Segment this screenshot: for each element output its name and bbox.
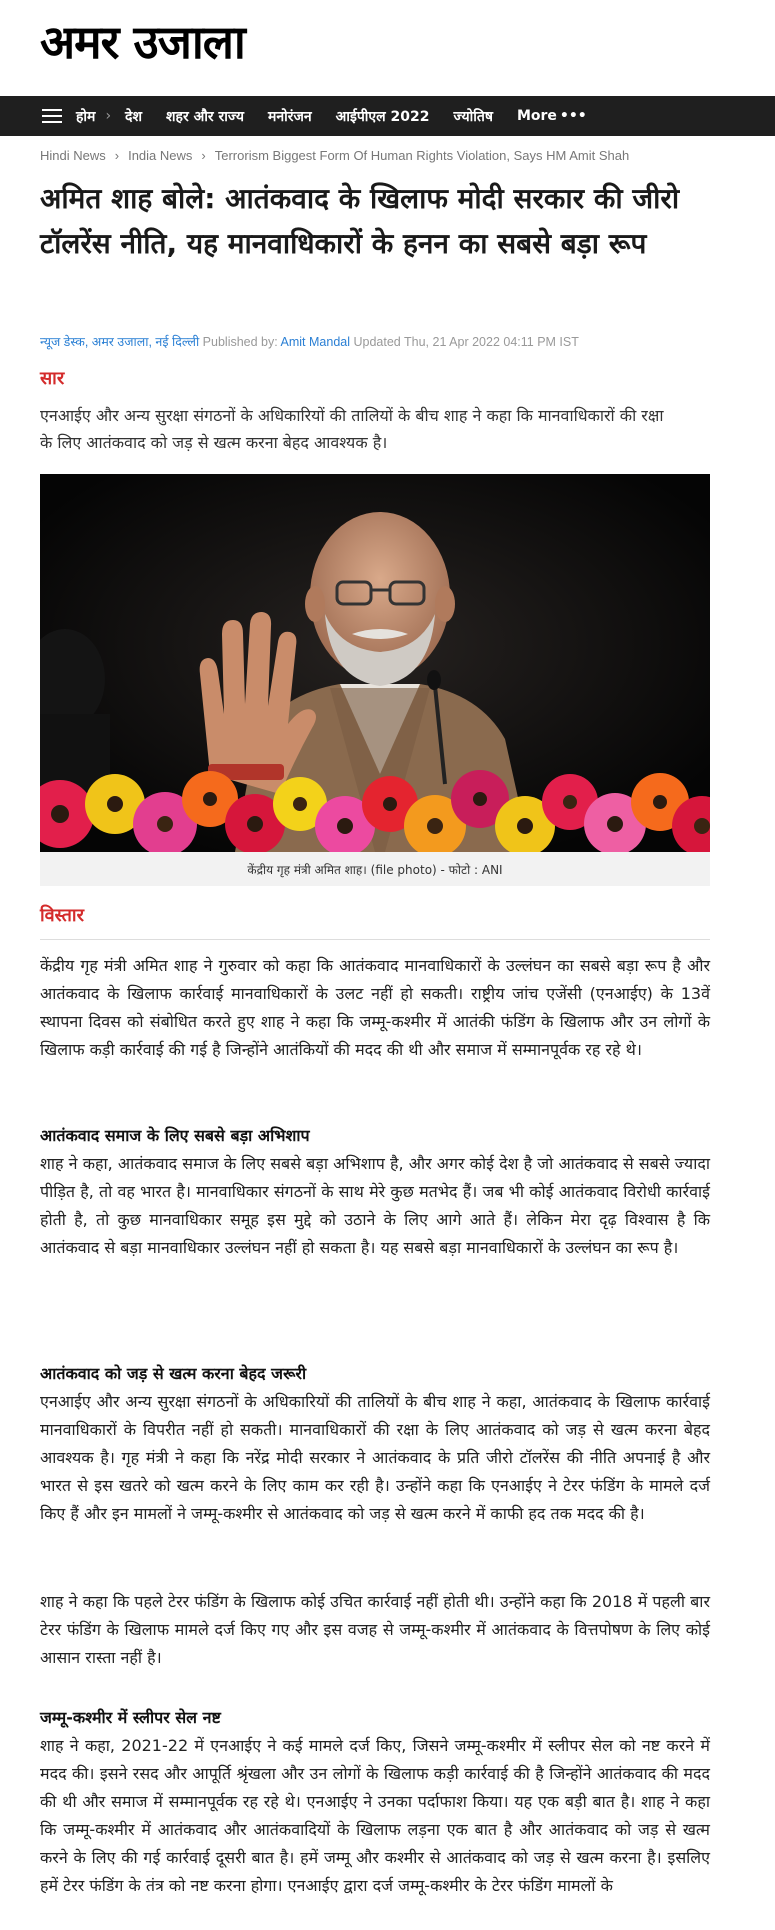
breadcrumb-chevron-icon: ›	[201, 148, 206, 163]
byline-published-label: Published by:	[202, 335, 278, 349]
masthead	[0, 0, 775, 96]
byline-desk[interactable]: न्यूज डेस्क, अमर उजाला, नई दिल्ली	[40, 335, 200, 349]
article-paragraph-1: केंद्रीय गृह मंत्री अमित शाह ने गुरुवार को कहा कि आतंकवाद मानवाधिकारों के उल्लंघन का सबसे बड़ा रूप है और आतंकवाद के खिलाफ कार्रवाई मानवाधिकारों के उलट नहीं हो सकती। राष्ट्रीय जांच एजेंसी (एनआईए) के 13वें स्थापना दिवस को संबोधित करते हुए शाह ने कहा कि जम्मू-कश्मीर में आतंकी फंडिंग के खिलाफ और उन लोगों के खिलाफ कड़ी कार्रवाई की गई है जिन्होंने आतंकियों की मदद की थी और समाज में सम्मानपूर्वक रह रहे थे।	[40, 956, 710, 1059]
article-paragraph-2: शाह ने कहा, आतंकवाद समाज के लिए सबसे बड़ा अभिशाप है, और अगर कोई देश है जो आतंकवाद से सबसे ज्यादा पीड़ित है, तो वह भारत है। मानवाधिकार संगठनों के साथ मेरे कुछ मतभेद हैं। जब भी कोई आतंकवाद विरोधी कार्रवाई होती है, तो कुछ मानवाधिकार समूह इस मुद्दे को उठाने के लिए आगे आते हैं। लेकिन मेरा दृढ़ विश्वास है कि आतंकवाद से बड़ा मानवाधिकार उल्लंघन नहीं हो सकता है। यह सबसे बड़ा मानवाधिकारों के उल्लंघन का रूप है।	[40, 1154, 710, 1257]
article-subheading-3: जम्मू-कश्मीर में स्लीपर सेल नष्ट	[40, 1708, 221, 1727]
article-photo	[40, 474, 710, 852]
article-paragraph-4: शाह ने कहा कि पहले टेरर फंडिंग के खिलाफ कोई उचित कार्रवाई नहीं होती थी। उन्होंने कहा कि 2018 में पहली बार टेरर फंडिंग के खिलाफ मामले दर्ज किए गए और इस वजह से जम्मू-कश्मीर में आतंकवाद के वित्तपोषण के लिए कोई आसान रास्ता नहीं है।	[40, 1592, 710, 1667]
summary-heading: सार	[40, 368, 65, 389]
nav-item-city-state[interactable]: शहर और राज्य	[166, 108, 244, 125]
nav-item-home[interactable]: होम	[76, 108, 96, 125]
article-paragraph-5: शाह ने कहा, 2021-22 में एनआईए ने कई मामले दर्ज किए, जिसने जम्मू-कश्मीर में स्लीपर सेल को नष्ट करने में मदद की। इसने रसद और आपूर्ति श्रृंखला और उन लोगों के खिलाफ कड़ी कार्रवाई की है जिन्होंने आतंकवाद की मदद की थी और समाज में सम्मानपूर्वक रह रहे थे। एनआईए ने उनका पर्दाफाश किया। यह एक बड़ी बात है। शाह ने कहा कि जम्मू-कश्मीर में आतंकवाद और आतंकवादियों के खिलाफ लड़ना एक बात है और आतंकवाद को जड़ से खत्म करने के लिए की गई कार्रवाई दूसरी बात है। हमें जम्मू और कश्मीर से आतंकवाद को जड़ से खत्म करना है। इसलिए हमें टेरर फंडिंग के तंत्र को नष्ट करना होगा। एनआईए द्वारा दर्ज जम्मू-कश्मीर के टेरर फंडिंग मामलों के	[40, 1736, 710, 1895]
breadcrumb-india-news[interactable]: India News	[128, 148, 193, 163]
byline-author[interactable]: Amit Mandal	[280, 335, 351, 349]
detail-heading: विस्तार	[40, 905, 84, 926]
article-paragraph-3: एनआईए और अन्य सुरक्षा संगठनों के अधिकारियों की तालियों के बीच शाह ने कहा, आतंकवाद के खिलाफ कार्रवाई मानवाधिकारों के विपरीत नहीं हो सकती। मानवाधिकारों की रक्षा के लिए आतंकवाद को जड़ से खत्म करना बेहद आवश्यक है। गृह मंत्री ने कहा कि नरेंद्र मोदी सरकार ने आतंकवाद के प्रति जीरो टॉलरेंस की नीति अपनाई है और भारत से इस खतरे को खत्म करने के लिए काम कर रही है। उन्होंने कहा कि एनआईए ने टेरर फंडिंग के मामले दर्ज किए हैं और इन मामलों ने जम्मू-कश्मीर से आतंकवाद को जड़ से खत्म करने में काफी हद तक मदद की है।	[40, 1392, 710, 1523]
breadcrumb-hindi-news[interactable]: Hindi News	[40, 148, 106, 163]
site-logo[interactable]: अमर उजाला	[40, 15, 245, 69]
breadcrumb-chevron-icon: ›	[114, 148, 120, 163]
photo-caption-bar	[40, 852, 710, 886]
hamburger-menu-icon[interactable]	[42, 109, 62, 123]
divider	[40, 939, 710, 940]
speaker-photo-illustration	[40, 474, 710, 852]
nav-item-more[interactable]	[517, 108, 587, 124]
article-subheading-2: आतंकवाद को जड़ से खत्म करना बेहद जरूरी	[40, 1364, 307, 1383]
article-headline: अमित शाह बोले: आतंकवाद के खिलाफ मोदी सरकार की जीरो टॉलरेंस नीति, यह मानवाधिकारों के हनन का सबसे बड़ा रूप	[40, 182, 680, 260]
article-byline	[40, 333, 579, 350]
nav-item-ipl[interactable]: आईपीएल 2022	[335, 108, 430, 125]
chevron-right-icon: ›	[105, 108, 112, 124]
more-dots-icon: •••	[559, 108, 587, 124]
photo-caption: केंद्रीय गृह मंत्री अमित शाह। (file photo) - फोटो : ANI	[247, 862, 503, 877]
nav-item-astrology[interactable]: ज्योतिष	[453, 108, 493, 125]
article-summary: एनआईए और अन्य सुरक्षा संगठनों के अधिकारियों की तालियों के बीच शाह ने कहा कि मानवाधिकारों की रक्षा के लिए आतंकवाद को जड़ से खत्म करना बेहद आवश्यक है।	[40, 406, 664, 452]
breadcrumb-current-article: Terrorism Biggest Form Of Human Rights Violation, Says HM Amit Shah	[214, 148, 630, 163]
nav-item-desh[interactable]: देश	[125, 108, 143, 125]
nav-more-label: More	[516, 108, 557, 124]
byline-updated: Updated Thu, 21 Apr 2022 04:11 PM IST	[353, 335, 579, 349]
nav-item-entertainment[interactable]: मनोरंजन	[267, 108, 312, 125]
main-navbar	[0, 96, 775, 136]
article-subheading-1: आतंकवाद समाज के लिए सबसे बड़ा अभिशाप	[40, 1126, 310, 1145]
breadcrumb	[40, 148, 629, 163]
